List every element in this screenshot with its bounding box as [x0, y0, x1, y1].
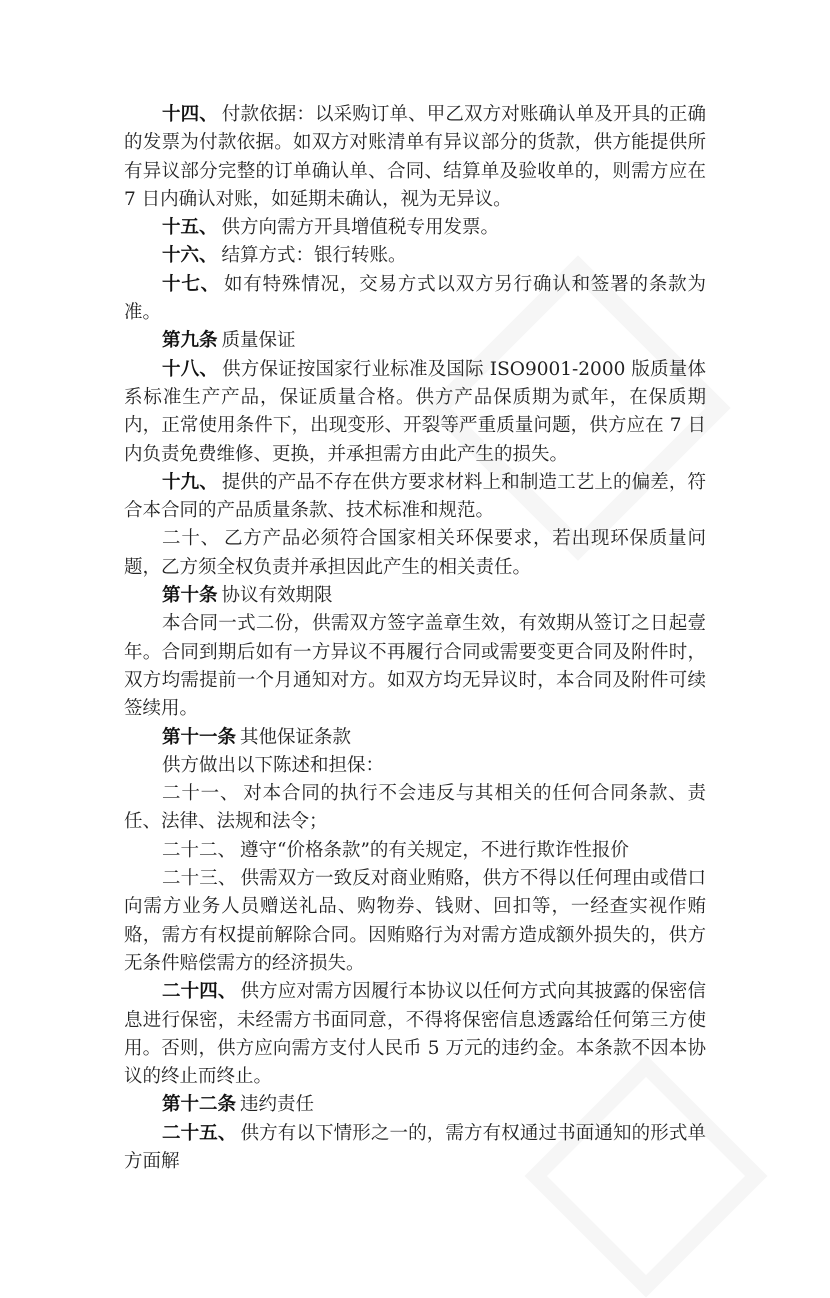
clause-text: 其他保证条款	[240, 726, 352, 748]
paragraph	[124, 582, 706, 610]
paragraph	[124, 610, 706, 723]
clause-label: 十八、	[162, 358, 219, 380]
paragraph	[124, 1120, 706, 1177]
paragraph	[124, 1091, 706, 1119]
clause-label: 十六、	[162, 245, 218, 267]
paragraph	[124, 271, 706, 328]
clause-text: 供方有以下情形之一的，需方有权通过书面通知的形式单方面解	[124, 1122, 706, 1172]
clause-label: 第九条	[162, 330, 218, 352]
clause-label: 二十一、	[162, 783, 240, 805]
paragraph	[124, 865, 706, 978]
clause-label: 二十五、	[162, 1122, 237, 1144]
clause-label: 十四、	[162, 104, 218, 125]
clause-text: 供方做出以下陈述和担保：	[162, 754, 385, 776]
paragraph	[124, 469, 706, 526]
clause-text: 供方应对需方因履行本协议以任何方式向其披露的保密信息进行保密，未经需方书面同意，不得将保密信息透露给任何第三方使用。否则，供方应向需方支付人民币 5 万元的违约金。本条款不因本协议的终止而终止。	[124, 981, 706, 1088]
clause-label: 第十一条	[162, 726, 237, 748]
clause-text: 如有特殊情况，交易方式以双方另行确认和签署的条款为准。	[124, 273, 706, 324]
clause-text: 结算方式：银行转账。	[221, 245, 407, 267]
clause-label: 十九、	[162, 471, 218, 493]
paragraph	[124, 101, 706, 214]
clause-text: 本合同一式二份，供需双方签字盖章生效，有效期从签订之日起壹年。合同到期后如有一方异议不再履行合同或需要变更合同及附件时，双方均需提前一个月通知对方。如双方均无异议时，本合同及附件可续签续用。	[124, 613, 706, 720]
clause-label: 二十三、	[162, 868, 237, 890]
paragraph	[124, 356, 706, 469]
clause-label: 十五、	[162, 217, 218, 239]
clause-label: 二十四、	[162, 981, 237, 1003]
clause-text: 对本合同的执行不会违反与其相关的任何合同条款、责任、法律、法规和法令；	[124, 783, 706, 833]
clause-text: 违约责任	[240, 1094, 315, 1116]
paragraph	[124, 837, 706, 865]
clause-text: 供需双方一致反对商业贿赂，供方不得以任何理由或借口向需方业务人员赠送礼品、购物券、钱财、回扣等，一经查实视作贿赂，需方有权提前解除合同。因贿赂行为对需方造成额外损失的，供方无条件赔偿需方的经济损失。	[124, 868, 706, 974]
document-page	[124, 101, 706, 1176]
paragraph	[124, 752, 706, 780]
paragraph	[124, 214, 706, 242]
clause-text: 供方向需方开具增值税专用发票。	[221, 217, 500, 239]
clause-text: 付款依据：以采购订单、甲乙双方对账确认单及开具的正确的发票为付款依据。如双方对账清单有异议部分的货款，供方能提供所有异议部分完整的订单确认单、合同、结算单及验收单的，则需方应在 7 日内确认对账，如延期未确认，视为无异议。	[124, 104, 706, 210]
paragraph	[124, 242, 706, 270]
clause-text: 提供的产品不存在供方要求材料上和制造工艺上的偏差，符合本合同的产品质量条款、技术标准和规范。	[124, 471, 706, 522]
clause-text: 供方保证按国家行业标准及国际 ISO9001-2000 版质量体系标准生产产品，保证质量合格。供方产品保质期为贰年，在保质期内，正常使用条件下，出现变形、开裂等严重质量问题，供方应在 7 日内负责免费维修、更换，并承担需方由此产生的损失。	[124, 358, 706, 465]
paragraph	[124, 327, 706, 355]
clause-label: 二十、	[162, 528, 220, 550]
clause-text: 质量保证	[221, 330, 296, 352]
clause-label: 第十条	[162, 585, 218, 607]
paragraph	[124, 724, 706, 752]
clause-text: 乙方产品必须符合国家相关环保要求，若出现环保质量问题，乙方须全权负责并承担因此产生的相关责任。	[124, 528, 706, 578]
clause-text: 协议有效期限	[221, 585, 333, 607]
paragraph	[124, 780, 706, 837]
clause-text: 遵守“价格条款”的有关规定，不进行欺诈性报价	[240, 839, 629, 861]
paragraph	[124, 978, 706, 1091]
clause-label: 第十二条	[162, 1094, 237, 1116]
clause-label: 十七、	[162, 273, 220, 295]
paragraph	[124, 525, 706, 582]
clause-label: 二十二、	[162, 839, 237, 861]
